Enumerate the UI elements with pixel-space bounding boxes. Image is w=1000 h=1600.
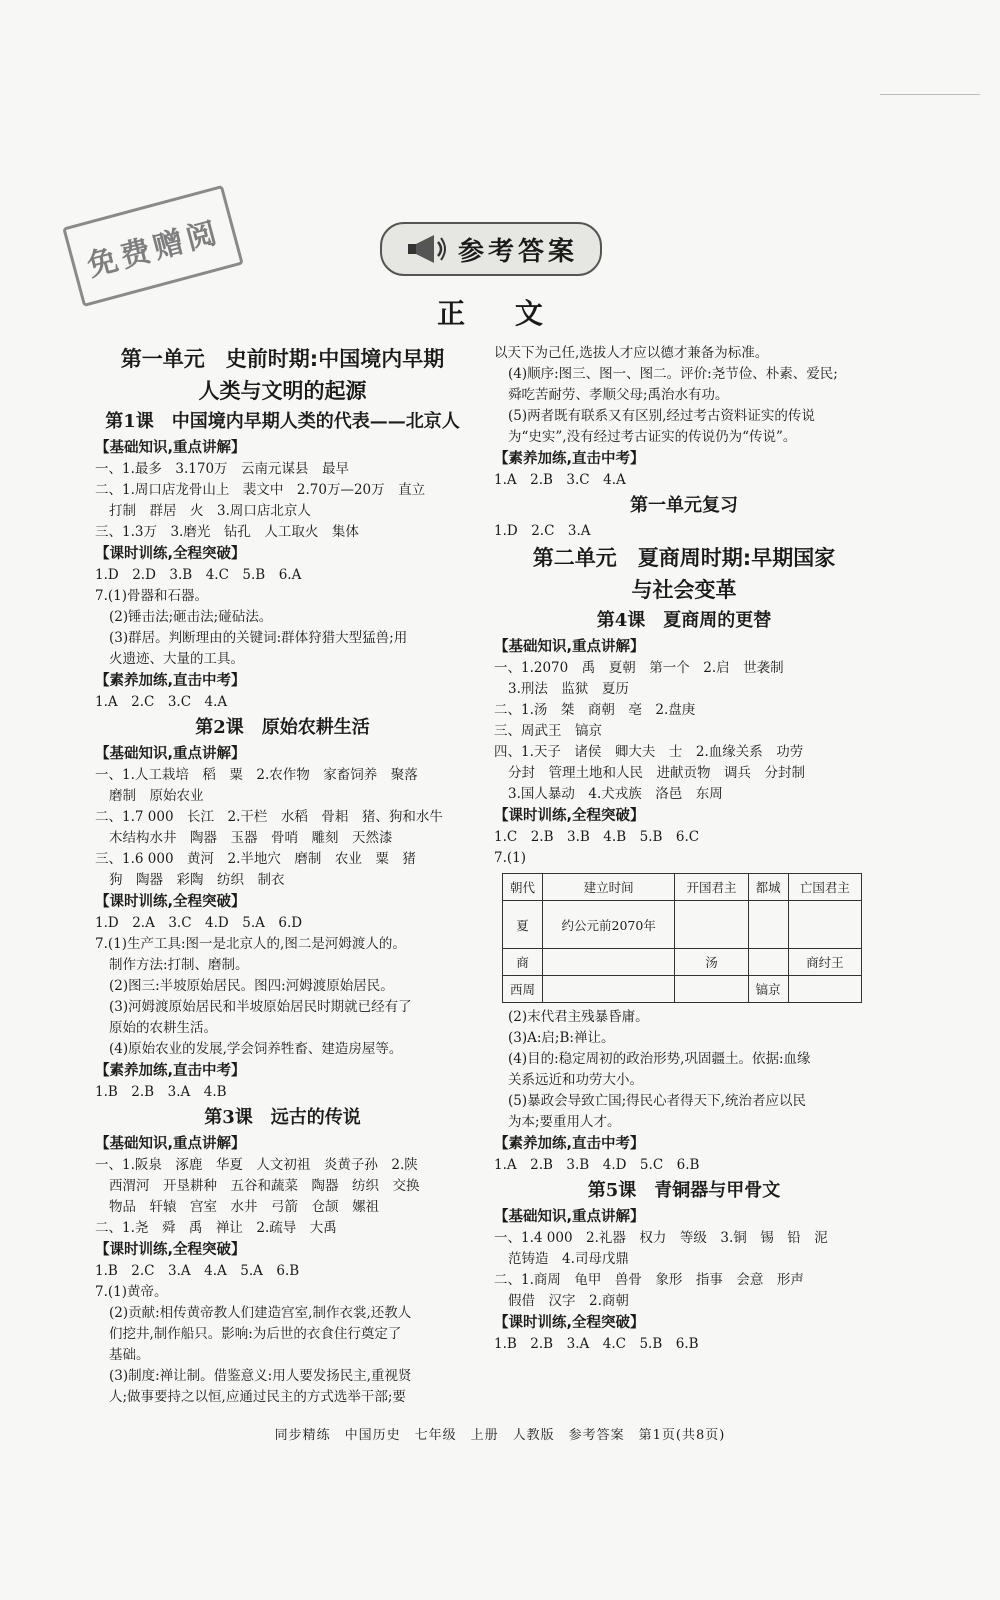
page-footer: 同步精练 中国历史 七年级 上册 人教版 参考答案 第1页(共8页) [274, 1428, 726, 1443]
table-row [503, 949, 862, 976]
answer-line: 西渭河 开垦耕种 五谷和蔬菜 陶器 纺织 交换 [109, 1178, 420, 1194]
table-cell: 汤 [675, 949, 748, 976]
table-cell [748, 901, 788, 949]
answer-line: (4)目的:稳定周初的政治形势,巩固疆土。依据:血缘 [508, 1051, 811, 1067]
answer-line: 二、1.尧 舜 禹 禅让 2.疏导 大禹 [95, 1220, 337, 1236]
answer-line: 火遗迹、大量的工具。 [109, 651, 244, 667]
answer-line: 3.国人暴动 4.犬戎族 洛邑 东周 [508, 786, 723, 802]
table-row [503, 901, 862, 949]
dynasty-table [502, 873, 862, 1003]
answer-line: (3)A:启;B:禅让。 [508, 1030, 615, 1046]
lesson-title: 第4课 夏商周的更替 [596, 610, 772, 631]
section-heading: 【素养加练,直击中考】 [494, 451, 645, 467]
answer-line: 以天下为己任,选拔人才应以德才兼备为标准。 [494, 345, 769, 361]
answer-line: 1.B 2.B 3.A 4.B [95, 1084, 227, 1100]
answer-line: (3)群居。判断理由的关键词:群体狩猎大型猛兽;用 [109, 630, 408, 646]
answer-line: 二、1.商周 龟甲 兽骨 象形 指事 会意 形声 [494, 1272, 804, 1288]
answer-line: (2)末代君主残暴昏庸。 [508, 1009, 649, 1025]
table-cell: 西周 [503, 976, 543, 1003]
answer-line: 为本;要重用人才。 [508, 1114, 621, 1130]
unit-title: 人类与文明的起源 [198, 379, 367, 403]
lesson-title: 第2课 原始农耕生活 [195, 717, 370, 738]
answer-line: (3)制度:禅让制。借鉴意义:用人要发扬民主,重视贤 [109, 1368, 412, 1384]
answer-line: 们挖井,制作船只。影响:为后世的衣食住行奠定了 [109, 1326, 402, 1342]
answer-line: (5)暴政会导致亡国;得民心者得天下,统治者应以民 [508, 1093, 806, 1109]
answer-line: 二、1.周口店龙骨山上 裴文中 2.70万—20万 直立 [95, 482, 426, 498]
answer-line: 1.A 2.B 3.B 4.D 5.C 6.B [494, 1157, 700, 1173]
table-cell: 夏 [503, 901, 543, 949]
answer-line: 范铸造 4.司母戊鼎 [508, 1251, 629, 1267]
section-heading: 【素养加练,直击中考】 [95, 1063, 246, 1079]
answer-line: 一、1.4 000 2.礼器 权力 等级 3.铜 锡 铅 泥 [494, 1230, 828, 1246]
table-cell [543, 949, 675, 976]
lesson-title: 第5课 青铜器与甲骨文 [587, 1180, 781, 1201]
answer-line: 四、1.天子 诸侯 卿大夫 士 2.血缘关系 功劳 [494, 744, 804, 760]
answer-line: 为“史实”,没有经过考古证实的传说仍为“传说”。 [508, 429, 797, 445]
table-cell [675, 976, 748, 1003]
top-rule [880, 94, 980, 95]
table-header-cell: 建立时间 [543, 874, 675, 901]
lesson-title: 第3课 远古的传说 [204, 1107, 361, 1128]
answer-line: 基础。 [109, 1347, 150, 1363]
answer-line: 1.C 2.B 3.B 4.B 5.B 6.C [494, 829, 700, 845]
banner-title: 参考答案 [457, 236, 578, 267]
answer-line: 1.A 2.B 3.C 4.A [494, 472, 626, 488]
answer-line: 7.(1)骨器和石器。 [95, 588, 209, 604]
answer-line: 一、1.阪泉 涿鹿 华夏 人文初祖 炎黄子孙 2.陕 [95, 1157, 418, 1173]
section-heading: 【素养加练,直击中考】 [494, 1136, 645, 1152]
answer-line: 三、周武王 镐京 [494, 723, 602, 739]
section-heading: 【课时训练,全程突破】 [95, 894, 246, 910]
table-cell: 商 [503, 949, 543, 976]
answer-line: 1.A 2.C 3.C 4.A [95, 694, 228, 710]
answer-banner [380, 222, 602, 276]
left-column [95, 343, 470, 1408]
answer-line: 狗 陶器 彩陶 纺织 制衣 [109, 872, 285, 888]
table-cell: 约公元前2070年 [543, 901, 675, 949]
answer-line: 1.D 2.C 3.A [494, 523, 591, 539]
table-cell [748, 949, 788, 976]
answer-line: 人;做事要持之以恒,应通过民主的方式选举干部;要 [109, 1389, 406, 1405]
table-header-cell: 朝代 [503, 874, 543, 901]
answer-line: (4)顺序:图三、图一、图二。评价:尧节俭、朴素、爱民; [508, 366, 838, 382]
answer-line: 物品 轩辕 宫室 水井 弓箭 仓颉 嫘祖 [109, 1199, 379, 1215]
table-cell: 商纣王 [788, 949, 861, 976]
answer-line: 分封 管理土地和人民 进献贡物 调兵 分封制 [508, 765, 805, 781]
section-heading: 【课时训练,全程突破】 [95, 1242, 246, 1258]
unit-title: 与社会变革 [631, 578, 737, 602]
answer-line: 一、1.2070 禹 夏朝 第一个 2.启 世袭制 [494, 660, 784, 676]
answer-line: 磨制 原始农业 [109, 788, 204, 804]
table-cell: 镐京 [748, 976, 788, 1003]
answer-line: 7.(1)生产工具:图一是北京人的,图二是河姆渡人的。 [95, 936, 406, 952]
table-row [503, 976, 862, 1003]
answer-line: 舜吃苦耐劳、孝顺父母;禹治水有功。 [508, 387, 729, 403]
answer-line: 1.B 2.B 3.A 4.C 5.B 6.B [494, 1336, 699, 1352]
right-column [494, 343, 874, 1355]
answer-line: (3)河姆渡原始居民和半坡原始居民时期就已经有了 [109, 999, 412, 1015]
answer-line: 一、1.人工栽培 稻 粟 2.农作物 家畜饲养 聚落 [95, 767, 418, 783]
answer-line: 1.D 2.D 3.B 4.C 5.B 6.A [95, 567, 302, 583]
section-heading: 【基础知识,重点讲解】 [95, 746, 246, 762]
section-heading: 【课时训练,全程突破】 [95, 546, 246, 562]
lesson-title: 第一单元复习 [630, 495, 738, 516]
answer-line: 二、1.汤 桀 商朝 亳 2.盘庚 [494, 702, 696, 718]
answer-line: 关系远近和功劳大小。 [508, 1072, 643, 1088]
answer-line: 7.(1)黄帝。 [95, 1284, 168, 1300]
answer-line: 一、1.最多 3.170万 云南元谋县 最早 [95, 461, 350, 477]
section-heading: 【素养加练,直击中考】 [95, 673, 246, 689]
answer-line: 7.(1) [494, 850, 527, 866]
answer-line: 打制 群居 火 3.周口店北京人 [109, 503, 311, 519]
table-cell [543, 976, 675, 1003]
section-heading: 【基础知识,重点讲解】 [95, 440, 246, 456]
answer-line: 1.B 2.C 3.A 4.A 5.A 6.B [95, 1263, 300, 1279]
answer-line: 三、1.3万 3.磨光 钻孔 人工取火 集体 [95, 524, 359, 540]
megaphone-icon [404, 232, 448, 266]
section-heading: 【课时训练,全程突破】 [494, 808, 645, 824]
answer-line: (5)两者既有联系又有区别,经过考古资料证实的传说 [508, 408, 815, 424]
section-heading: 【基础知识,重点讲解】 [494, 1209, 645, 1225]
section-heading: 【课时训练,全程突破】 [494, 1315, 645, 1331]
answer-line: 木结构水井 陶器 玉器 骨哨 雕刻 天然漆 [109, 830, 393, 846]
table-cell [788, 976, 861, 1003]
table-header-cell: 都城 [748, 874, 788, 901]
answer-line: (4)原始农业的发展,学会饲养牲畜、建造房屋等。 [109, 1041, 403, 1057]
answer-line: (2)贡献:相传黄帝教人们建造宫室,制作衣裳,还教人 [109, 1305, 412, 1321]
answer-line: 三、1.6 000 黄河 2.半地穴 磨制 农业 粟 猪 [95, 851, 416, 867]
answer-line: 假借 汉字 2.商朝 [508, 1293, 629, 1309]
table-cell [788, 901, 861, 949]
free-stamp: 免费赠阅 [62, 185, 244, 307]
answer-line: 二、1.7 000 长江 2.干栏 水稻 骨耜 猪、狗和水牛 [95, 809, 443, 825]
table-header-cell: 亡国君主 [788, 874, 861, 901]
unit-title: 第一单元 史前时期:中国境内早期 [120, 347, 445, 371]
unit-title: 第二单元 夏商周时期:早期国家 [532, 546, 836, 570]
table-header-cell: 开国君主 [675, 874, 748, 901]
answer-line: 制作方法:打制、磨制。 [109, 957, 249, 973]
answer-line: 3.刑法 监狱 夏历 [508, 681, 629, 697]
lesson-title: 第1课 中国境内早期人类的代表——北京人 [105, 411, 460, 432]
answer-line: (2)图三:半坡原始居民。图四:河姆渡原始居民。 [109, 978, 394, 994]
answer-line: 原始的农耕生活。 [109, 1020, 217, 1036]
section-heading: 【基础知识,重点讲解】 [95, 1136, 246, 1152]
answer-line: 1.D 2.A 3.C 4.D 5.A 6.D [95, 915, 303, 931]
section-title: 正 文 [437, 297, 563, 330]
section-heading: 【基础知识,重点讲解】 [494, 639, 645, 655]
table-cell [675, 901, 748, 949]
answer-line: (2)锤击法;砸击法;碰砧法。 [109, 609, 273, 625]
